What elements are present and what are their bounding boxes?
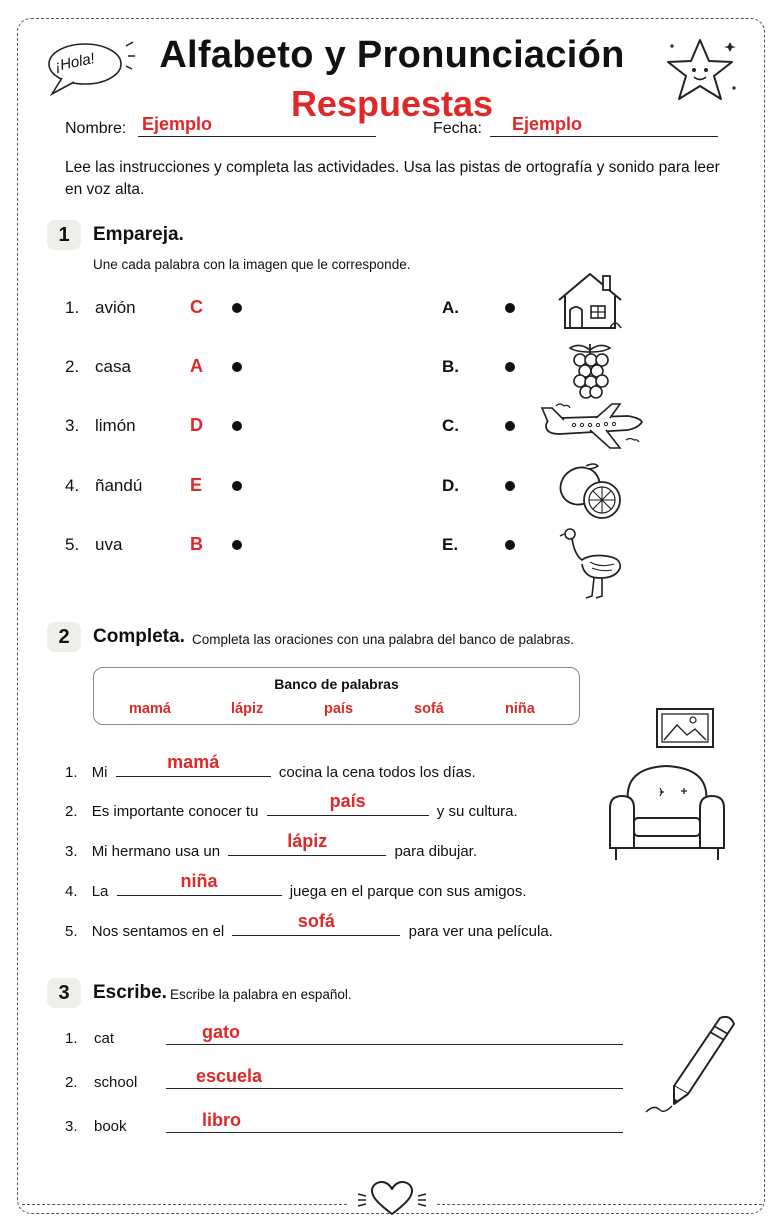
date-field[interactable] (490, 114, 718, 137)
sentence-before: Mi hermano usa un (91, 843, 221, 860)
write-answer-line[interactable] (166, 1110, 623, 1133)
match-word: casa (95, 357, 131, 376)
write-answer: libro (202, 1110, 241, 1130)
match-dot-left[interactable] (232, 303, 242, 313)
write-number: 2. (65, 1074, 78, 1091)
match-answer: D (190, 415, 203, 435)
section-2-badge: 2 (47, 622, 81, 652)
word-bank-word: niña (505, 701, 535, 717)
page-title: Alfabeto y Pronunciación (159, 34, 625, 76)
match-dot-left[interactable] (232, 540, 242, 550)
sentence-number: 5. (65, 923, 78, 940)
section-2-description: Completa las oraciones con una palabra del banco de palabras. (192, 632, 575, 647)
footer-divider-left (22, 1204, 347, 1205)
sentence-before: Es importante conocer tu (91, 803, 259, 820)
write-english-word: cat (94, 1030, 115, 1047)
section-1-title: Empareja. (93, 224, 184, 245)
match-word: uva (95, 535, 123, 554)
section-3-title: Escribe. (93, 982, 167, 1003)
instructions-text: Lee las instrucciones y completa las actividades. Usa las pistas de ortografía y sonido para leer en voz alta. (65, 159, 720, 198)
match-number: 5. (65, 535, 80, 554)
match-answer: A (190, 356, 203, 376)
section-3-badge: 3 (47, 978, 81, 1008)
house-icon (555, 270, 625, 332)
sentence-answer: mamá (167, 752, 220, 772)
date-value: Ejemplo (512, 114, 583, 134)
word-bank-title: Banco de palabras (274, 676, 399, 692)
sentence-row (65, 871, 527, 900)
sentence-after: y su cultura. (436, 803, 518, 820)
write-answer-line[interactable] (166, 1022, 623, 1045)
sentence-answer: país (329, 791, 366, 811)
match-answer: B (190, 534, 203, 554)
sentence-after: juega en el parque con sus amigos. (289, 883, 527, 900)
rhea-bird-icon (560, 524, 626, 600)
match-dot-right[interactable] (505, 540, 515, 550)
sentence-after: para dibujar. (394, 843, 477, 860)
match-word: limón (95, 416, 136, 435)
section-2-title: Completa. (93, 626, 185, 647)
word-bank-word: sofá (414, 701, 444, 717)
heart-icon (356, 1180, 428, 1220)
airplane-icon (540, 400, 646, 452)
sentence-row (65, 911, 553, 940)
match-dot-left[interactable] (232, 362, 242, 372)
sentence-number: 2. (65, 803, 78, 820)
page-subtitle: Respuestas (290, 83, 494, 124)
section-1-badge: 1 (47, 220, 81, 250)
word-bank-word: mamá (129, 701, 171, 717)
picture-frame-icon (655, 707, 715, 749)
match-dot-left[interactable] (232, 481, 242, 491)
sentence-before: Nos sentamos en el (91, 923, 225, 940)
sentence-row (65, 831, 477, 860)
match-letter: D. (442, 476, 459, 495)
sentence-row (65, 791, 518, 820)
match-word: avión (95, 298, 136, 317)
sentence-answer: niña (180, 871, 218, 891)
sentence-blank[interactable] (267, 791, 429, 816)
word-bank-box (93, 667, 580, 725)
match-dot-right[interactable] (505, 303, 515, 313)
write-answer: gato (202, 1022, 240, 1042)
match-letter: E. (442, 535, 459, 554)
match-answer: E (190, 475, 203, 495)
match-letter: C. (442, 416, 459, 435)
match-dot-left[interactable] (232, 421, 242, 431)
lemon-icon (556, 460, 624, 522)
name-value: Ejemplo (142, 114, 213, 134)
section-3-description: Escribe la palabra en español. (170, 987, 352, 1002)
match-letter: A. (442, 298, 459, 317)
sentence-number: 1. (65, 764, 78, 781)
write-number: 3. (65, 1118, 78, 1135)
sentence-blank[interactable] (117, 871, 282, 896)
sentence-blank[interactable] (228, 831, 386, 856)
write-answer-line[interactable] (166, 1066, 623, 1089)
sentence-before: La (91, 883, 109, 900)
grapes-icon (560, 340, 620, 402)
sentence-answer: sofá (297, 911, 335, 931)
name-field[interactable] (138, 114, 376, 137)
sentence-after: para ver una película. (408, 923, 553, 940)
write-answer: escuela (196, 1066, 263, 1086)
write-english-word: book (94, 1118, 127, 1135)
match-number: 1. (65, 298, 80, 317)
sentence-number: 3. (65, 843, 78, 860)
match-number: 4. (65, 476, 80, 495)
date-label: Fecha: (433, 120, 482, 137)
match-number: 3. (65, 416, 80, 435)
match-dot-right[interactable] (505, 481, 515, 491)
sentence-answer: lápiz (287, 831, 328, 851)
sentence-blank[interactable] (232, 911, 400, 936)
match-word: ñandú (95, 476, 143, 495)
word-bank-word: lápiz (231, 701, 264, 717)
sentence-blank[interactable] (116, 752, 271, 777)
sentence-after: cocina la cena todos los días. (278, 764, 476, 781)
match-answer: C (190, 297, 203, 317)
sentence-before: Mi (91, 764, 108, 781)
write-english-word: school (94, 1074, 138, 1091)
match-number: 2. (65, 357, 80, 376)
word-bank-word: país (324, 701, 354, 717)
write-number: 1. (65, 1030, 78, 1047)
name-label: Nombre: (65, 120, 127, 137)
armchair-icon (606, 762, 728, 864)
sentence-number: 4. (65, 883, 78, 900)
sentence-row (65, 752, 476, 781)
section-1-description: Une cada palabra con la imagen que le corresponde. (93, 257, 411, 272)
footer-divider-right (437, 1204, 762, 1205)
pencil-icon (640, 1012, 740, 1116)
hola-text: ¡Hola! (53, 50, 97, 75)
match-dot-right[interactable] (505, 362, 515, 372)
match-letter: B. (442, 357, 459, 376)
match-dot-right[interactable] (505, 421, 515, 431)
